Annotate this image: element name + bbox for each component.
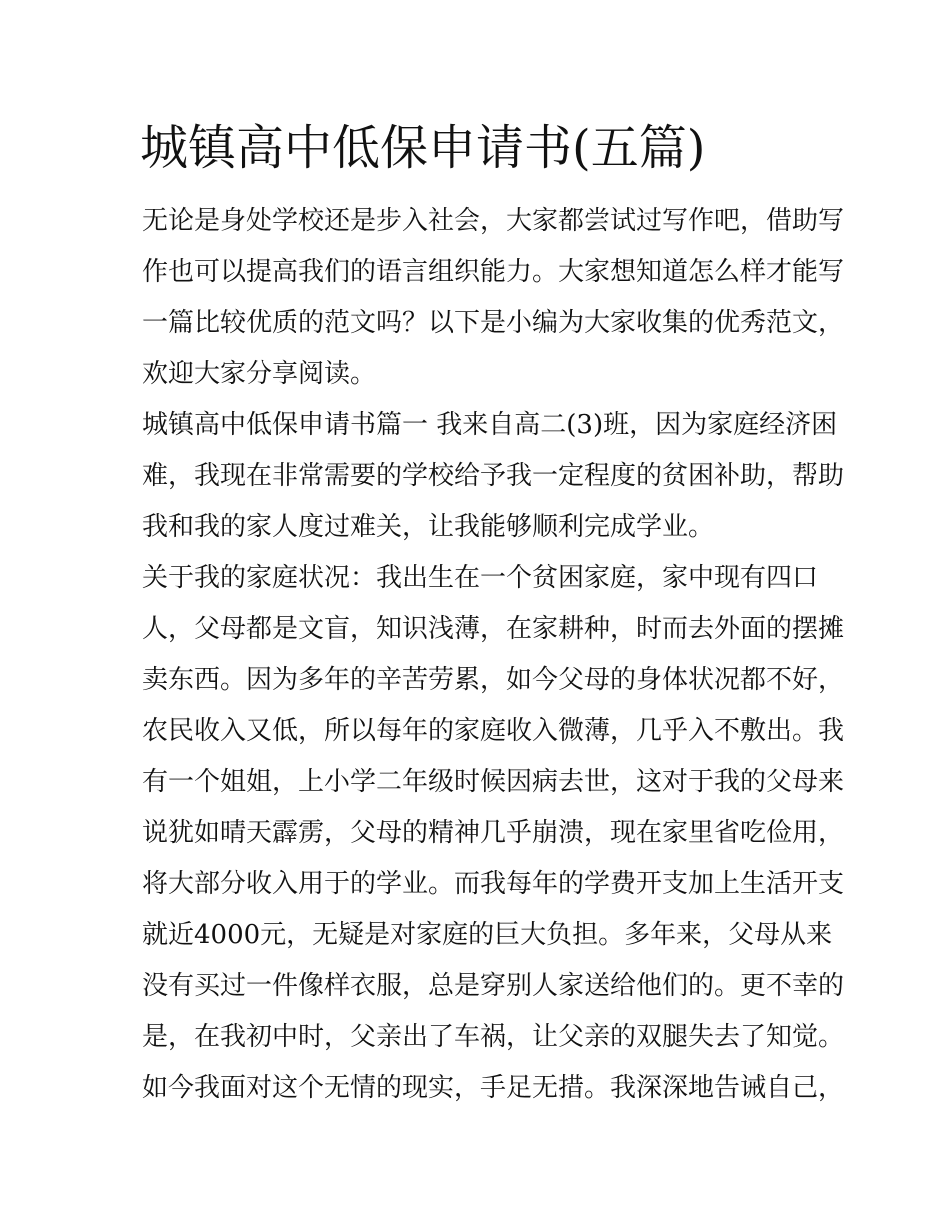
body-line-9: 人，父母都是文盲，知识浅薄，在家耕种，时而去外面的摆摊 — [142, 614, 845, 644]
body-line-12: 有一个姐姐，上小学二年级时候因病去世，这对于我的父母来 — [142, 767, 845, 797]
body-line-5: 城镇高中低保申请书篇一 我来自高二(3)班，因为家庭经济困 — [142, 410, 838, 440]
body-line-18: 如今我面对这个无情的现实，手足无措。我深深地告诫自己， — [142, 1073, 845, 1103]
body-line-11: 农民收入又低，所以每年的家庭收入微薄，几乎入不敷出。我 — [142, 716, 845, 746]
body-line-10: 卖东西。因为多年的辛苦劳累，如今父母的身体状况都不好， — [142, 665, 845, 695]
body-line-17: 是，在我初中时，父亲出了车祸，让父亲的双腿失去了知觉。 — [142, 1022, 845, 1052]
body-line-16: 没有买过一件像样衣服，总是穿别人家送给他们的。更不幸的 — [142, 971, 845, 1001]
body-line-3: 一篇比较优质的范文吗？以下是小编为大家收集的优秀范文， — [142, 308, 845, 338]
body-line-7: 我和我的家人度过难关，让我能够顺利完成学业。 — [142, 512, 715, 542]
body-line-1: 无论是身处学校还是步入社会，大家都尝试过写作吧，借助写 — [142, 206, 845, 236]
body-line-15: 就近4000元，无疑是对家庭的巨大负担。多年来，父母从来 — [142, 920, 833, 950]
body-line-4: 欢迎大家分享阅读。 — [142, 359, 377, 389]
body-line-13: 说犹如晴天霹雳，父母的精神几乎崩溃，现在家里省吃俭用， — [142, 818, 845, 848]
body-line-6: 难，我现在非常需要的学校给予我一定程度的贫困补助，帮助 — [142, 461, 845, 491]
body-line-8: 关于我的家庭状况：我出生在一个贫困家庭，家中现有四口 — [142, 563, 819, 593]
document-title: 城镇高中低保申请书(五篇) — [140, 120, 706, 176]
body-line-2: 作也可以提高我们的语言组织能力。大家想知道怎么样才能写 — [142, 257, 845, 287]
body-line-14: 将大部分收入用于的学业。而我每年的学费开支加上生活开支 — [142, 869, 845, 899]
